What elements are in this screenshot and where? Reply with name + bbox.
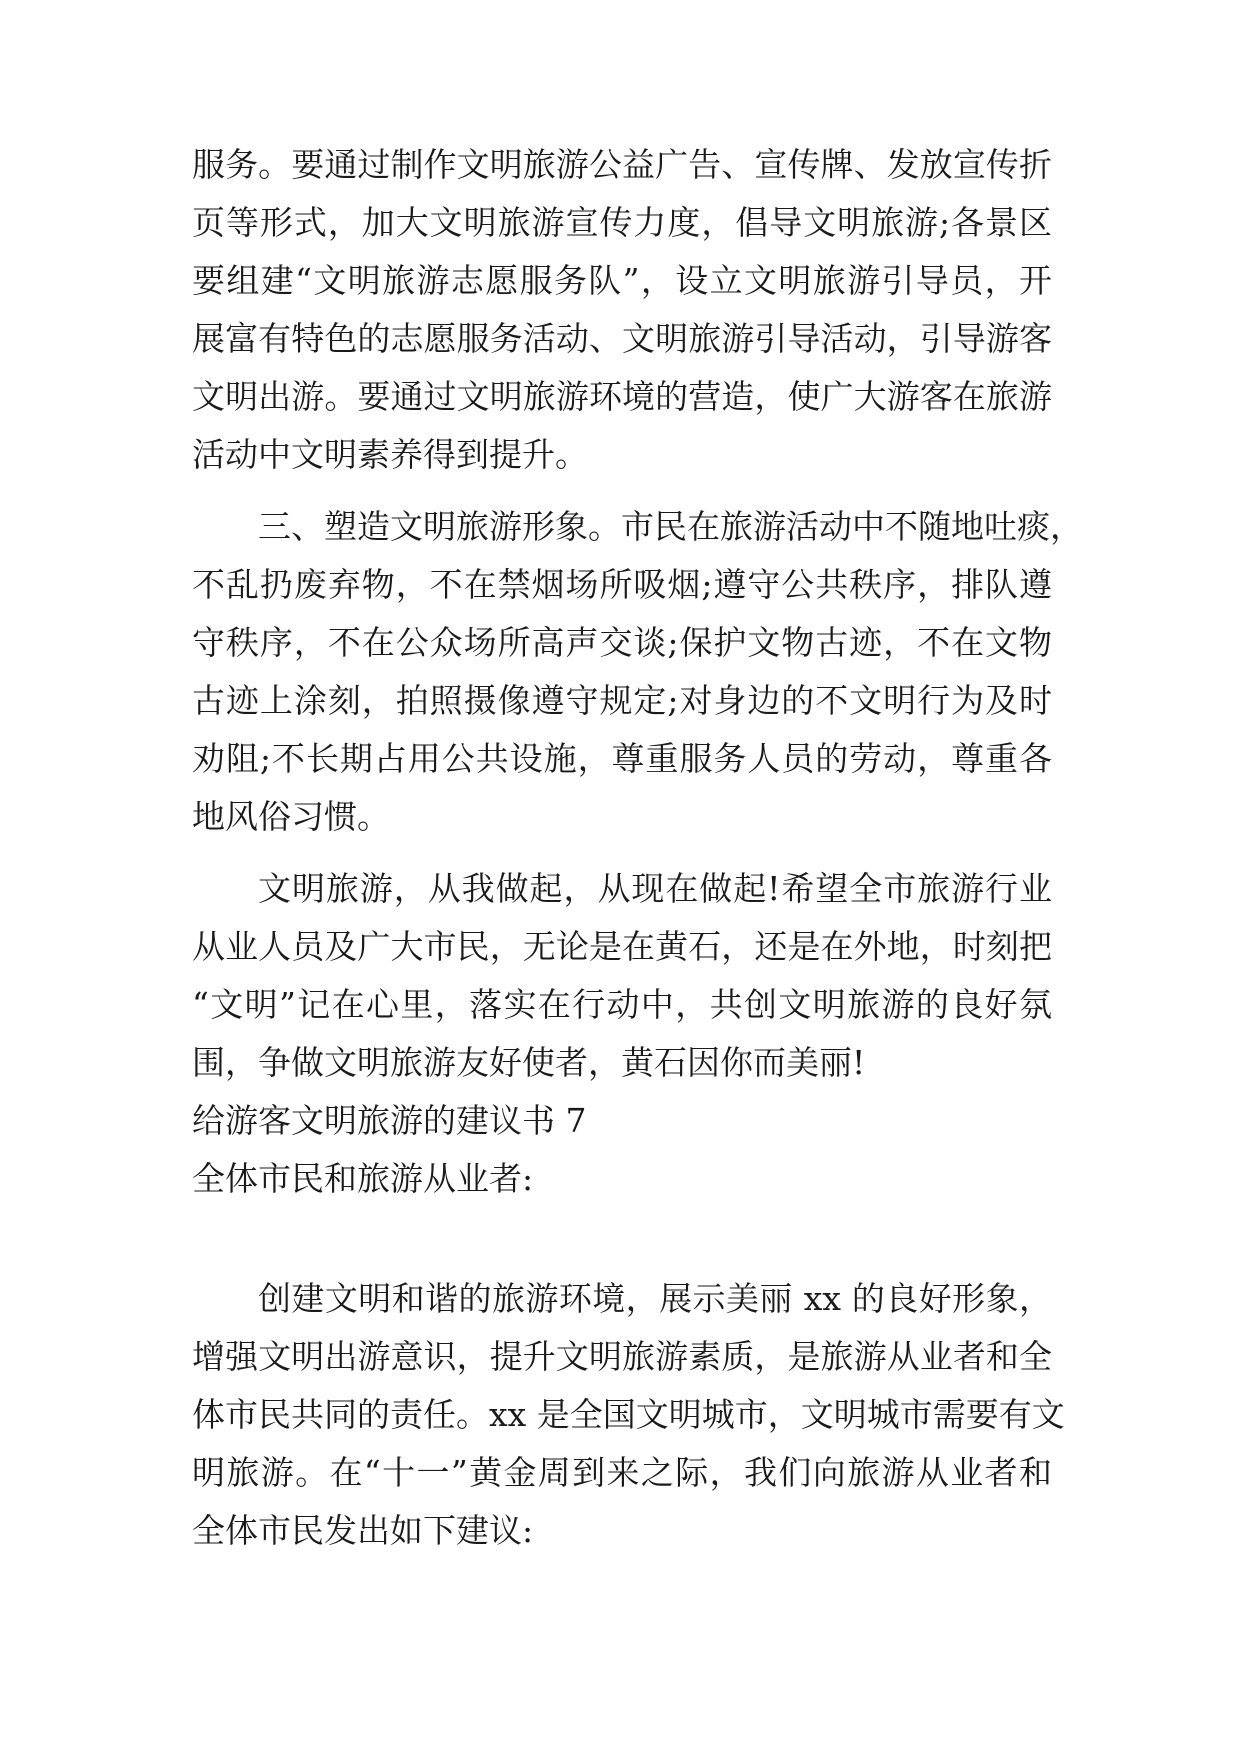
section-title: 给游客文明旅游的建议书 7 xyxy=(192,1101,587,1140)
paragraph-4-line-3: 体市民共同的责任。xx 是全国文明城市，文明城市需要有文 xyxy=(192,1395,1065,1434)
paragraph-3-line-2: 从业人员及广大市民，无论是在黄石，还是在外地，时刻把 xyxy=(192,927,1052,966)
paragraph-1-line-3: 要组建“文明旅游志愿服务队”，设立文明旅游引导员，开 xyxy=(192,261,1052,300)
paragraph-3-line-4: 围，争做文明旅游友好使者，黄石因你而美丽! xyxy=(192,1043,866,1082)
paragraph-4-line-2: 增强文明出游意识，提升文明旅游素质，是旅游从业者和全 xyxy=(192,1337,1052,1376)
paragraph-2-line-6: 地风俗习惯。 xyxy=(192,797,390,836)
paragraph-2-line-2: 不乱扔废弃物，不在禁烟场所吸烟;遵守公共秩序，排队遵 xyxy=(192,565,1052,604)
paragraph-2-line-4: 古迹上涂刻，拍照摄像遵守规定;对身边的不文明行为及时 xyxy=(192,681,1052,720)
paragraph-2-line-5: 劝阻;不长期占用公共设施，尊重服务人员的劳动，尊重各 xyxy=(192,739,1052,778)
paragraph-2-line-3: 守秩序，不在公众场所高声交谈;保护文物古迹，不在文物 xyxy=(192,623,1052,662)
paragraph-1-line-2: 页等形式，加大文明旅游宣传力度，倡导文明旅游;各景区 xyxy=(192,203,1052,242)
paragraph-2-line-1: 三、塑造文明旅游形象。市民在旅游活动中不随地吐痰， xyxy=(258,507,1083,546)
paragraph-3-line-3: “文明”记在心里，落实在行动中，共创文明旅游的良好氛 xyxy=(192,985,1052,1024)
paragraph-4-line-5: 全体市民发出如下建议: xyxy=(192,1511,534,1550)
paragraph-1-line-4: 展富有特色的志愿服务活动、文明旅游引导活动，引导游客 xyxy=(192,319,1052,358)
paragraph-1-line-1: 服务。要通过制作文明旅游公益广告、宣传牌、发放宣传折 xyxy=(192,145,1052,184)
paragraph-1-line-6: 活动中文明素养得到提升。 xyxy=(192,435,588,474)
salutation: 全体市民和旅游从业者: xyxy=(192,1159,534,1198)
paragraph-1-line-5: 文明出游。要通过文明旅游环境的营造，使广大游客在旅游 xyxy=(192,377,1052,416)
paragraph-4-line-1: 创建文明和谐的旅游环境，展示美丽 xx 的良好形象， xyxy=(258,1279,1052,1318)
paragraph-3-line-1: 文明旅游，从我做起，从现在做起!希望全市旅游行业 xyxy=(258,869,1052,908)
paragraph-4-line-4: 明旅游。在“十一”黄金周到来之际，我们向旅游从业者和 xyxy=(192,1453,1052,1492)
